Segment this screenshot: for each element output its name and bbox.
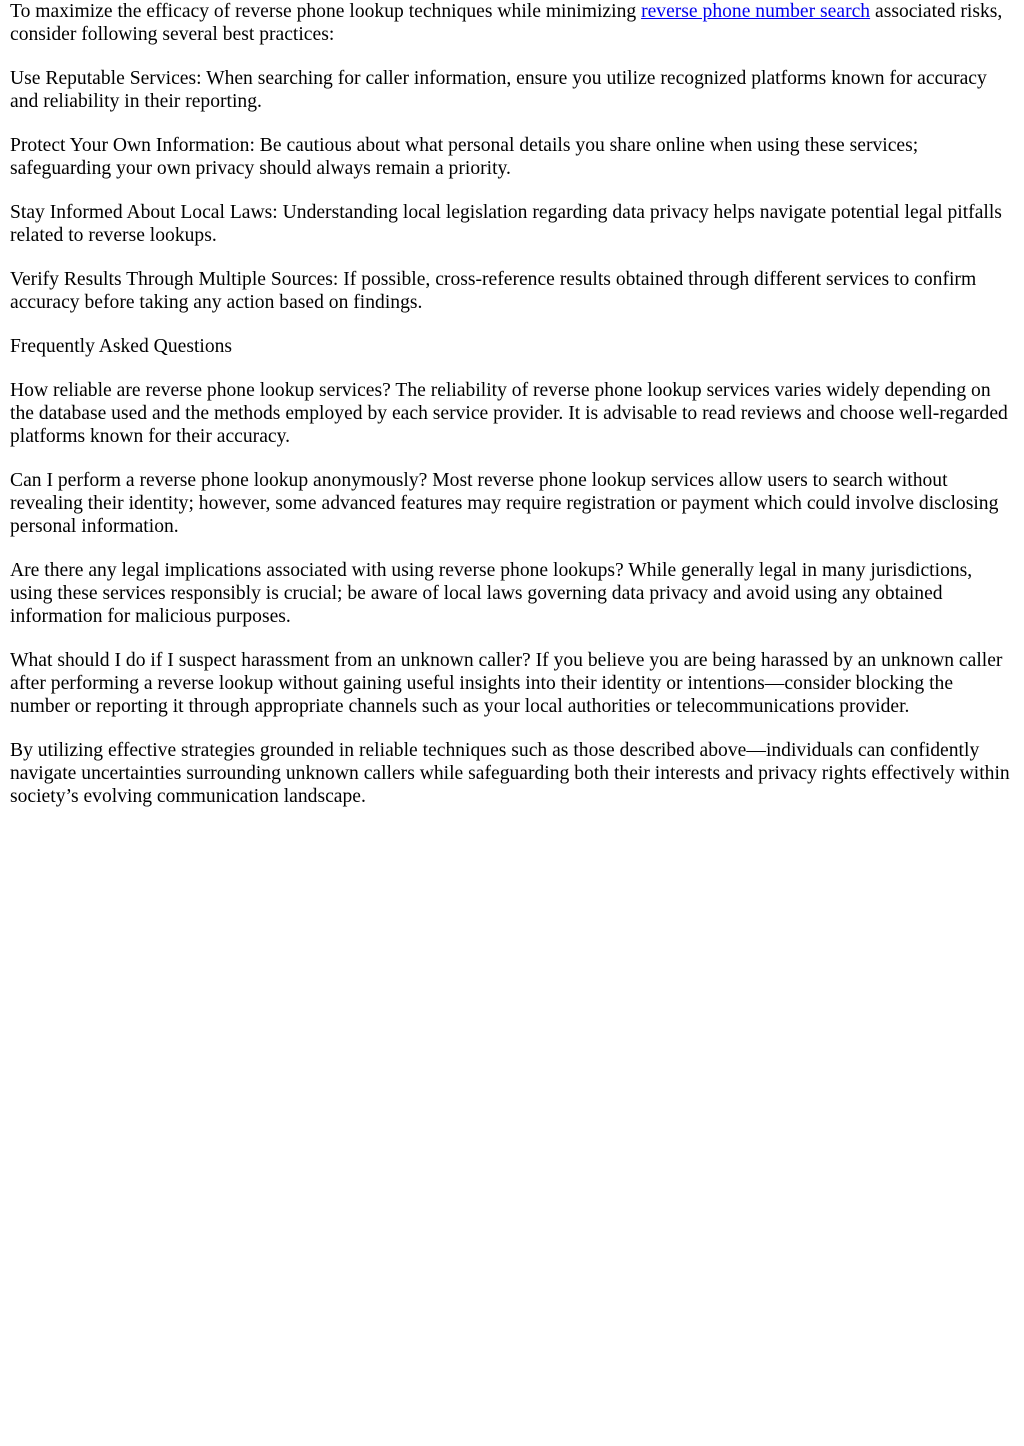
reverse-phone-number-search-link[interactable]: reverse phone number search xyxy=(641,1,871,22)
faq-paragraph-harassment: What should I do if I suspect harassment from an unknown caller? If you believe you are being harassed by an unknown caller after performing a reverse lookup without gaining useful insights into their identity or intentions—consider blocking the number or reporting it through appropriate channels such as your local authorities or telecommunications provider. xyxy=(10,650,1003,717)
faq-paragraph-anonymity: Can I perform a reverse phone lookup anonymously? Most reverse phone lookup services allow users to search without revealing their identity; however, some advanced features may require registration or payment which could involve disclosing personal information. xyxy=(10,470,999,537)
intro-paragraph xyxy=(10,0,1014,46)
practice-paragraph-verify-results: Verify Results Through Multiple Sources: If possible, cross-reference results obtained through different services to confirm accuracy before taking any action based on findings. xyxy=(10,269,977,313)
intro-text-after-link: associated risks, consider following several best practices: xyxy=(10,1,1003,45)
practice-paragraph-protect-information: Protect Your Own Information: Be cautious about what personal details you share online when using these services; safeguarding your own privacy should always remain a priority. xyxy=(10,135,919,179)
faq-heading: Frequently Asked Questions xyxy=(10,336,233,357)
conclusion-paragraph: By utilizing effective strategies grounded in reliable techniques such as those described above—individuals can confidently navigate uncertainties surrounding unknown callers while safeguarding both their interests and privacy rights effectively within society’s evolving communication landscape. xyxy=(10,740,1010,807)
faq-paragraph-reliability: How reliable are reverse phone lookup services? The reliability of reverse phone lookup services varies widely depending on the database used and the methods employed by each service provider. It is advisable to read reviews and choose well-regarded platforms known for their accuracy. xyxy=(10,380,1008,447)
practice-paragraph-reputable-services: Use Reputable Services: When searching for caller information, ensure you utilize recognized platforms known for accuracy and reliability in their reporting. xyxy=(10,68,987,112)
intro-text-before-link: To maximize the efficacy of reverse phone lookup techniques while minimizing xyxy=(10,1,642,22)
practice-paragraph-local-laws: Stay Informed About Local Laws: Understanding local legislation regarding data privacy helps navigate potential legal pitfalls related to reverse lookups. xyxy=(10,202,1002,246)
faq-paragraph-legal-implications: Are there any legal implications associated with using reverse phone lookups? While generally legal in many jurisdictions, using these services responsibly is crucial; be aware of local laws governing data privacy and avoid using any obtained information for malicious purposes. xyxy=(10,560,973,627)
